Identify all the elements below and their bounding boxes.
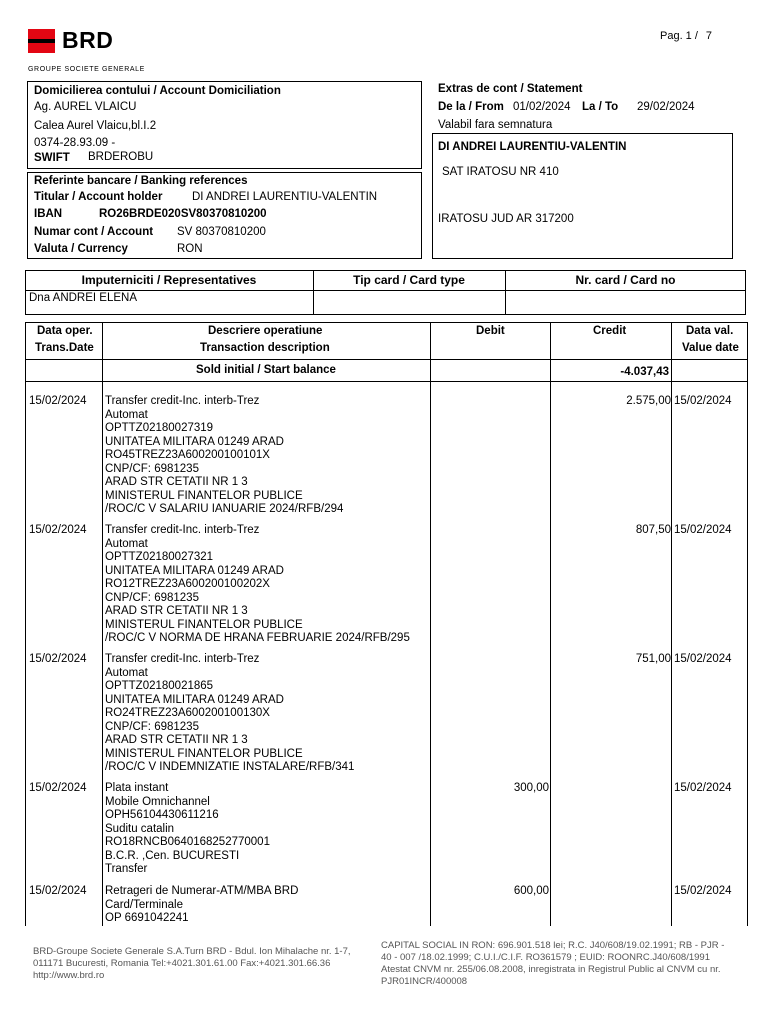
page-number	[660, 30, 712, 42]
tx-date: 15/02/2024	[29, 524, 87, 536]
brand-tagline: GROUPE SOCIETE GENERALE	[28, 66, 145, 73]
footer-legal-info: CAPITAL SOCIAL IN RON: 696.901.518 lei; R.C. J40/608/19.02.1991; RB - PJR - 40 - 007 /18.02.1999; C.U.I./C.I.F. RO361579 ; EUID: ROONRC.J40/608/1991 Atestat CNVM nr. 255/06.08.2008, inregistrata in Registrul Public al CNVM cu nr. PJR01INCR/400008	[381, 940, 725, 987]
tx-value-date: 15/02/2024	[674, 524, 732, 536]
client-address-line2: IRATOSU JUD AR 317200	[438, 213, 574, 225]
branch-phone: 0374-28.93.09 -	[34, 137, 116, 149]
tx-description: Plata instant Mobile Omnichannel OPH56104430611216 Suditu catalin RO18RNCB0640168252770001 B.C.R. ,Cen. BUCURESTI Transfer	[105, 782, 270, 875]
representative-name: Dna ANDREI ELENA	[29, 292, 138, 304]
banking-title: Referinte bancare / Banking references	[34, 175, 248, 187]
branch-name: Ag. AUREL VLAICU	[34, 101, 137, 113]
holder-label: Titular / Account holder	[34, 191, 163, 203]
tx-description: Transfer credit-Inc. interb-Trez Automat OPTTZ02180027319 UNITATEA MILITARA 01249 ARAD RO45TREZ23A600200100101X CNP/CF: 6981235 ARAD STR CETATII NR 1 3 MINISTERUL FINANTELOR PUBLICE /ROC/C V SALARIU IANUARIE 2024/RFB/294	[105, 395, 344, 515]
swift-value: BRDEROBU	[88, 151, 154, 163]
header-description-en: Transaction description	[200, 342, 330, 354]
tx-value-date: 15/02/2024	[674, 395, 732, 407]
account-value: SV 80370810200	[177, 226, 266, 238]
page-label: Pag. 1 /	[660, 30, 698, 42]
header-value-date: Value date	[682, 342, 739, 354]
start-balance-value: -4.037,43	[620, 366, 669, 378]
representatives-header: Imputerniciti / Representatives	[81, 273, 257, 287]
currency-label: Valuta / Currency	[34, 243, 128, 255]
tx-date: 15/02/2024	[29, 395, 87, 407]
client-name: DI ANDREI LAURENTIU-VALENTIN	[438, 141, 627, 153]
iban-value: RO26BRDE020SV80370810200	[99, 208, 267, 220]
tx-date: 15/02/2024	[29, 653, 87, 665]
tx-credit: 751,00	[635, 653, 671, 665]
tx-debit: 600,00	[513, 885, 549, 897]
card-number-header: Nr. card / Card no	[575, 273, 676, 287]
to-label: La / To	[582, 101, 619, 113]
header-debit: Debit	[476, 325, 505, 337]
tx-debit: 300,00	[513, 782, 549, 794]
account-label: Numar cont / Account	[34, 226, 154, 238]
brd-logo-text: BRD	[62, 27, 114, 53]
tx-value-date: 15/02/2024	[674, 653, 732, 665]
tx-description: Retrageri de Numerar-ATM/MBA BRD Card/Terminale OP 6691042241	[105, 885, 299, 924]
domiciliation-title: Domicilierea contului / Account Domiciliation	[34, 85, 281, 97]
from-value: 01/02/2024	[513, 101, 571, 113]
brd-logo-mark	[28, 29, 55, 53]
statement-title: Extras de cont / Statement	[438, 83, 583, 95]
header-description-ro: Descriere operatiune	[208, 325, 323, 337]
to-value: 29/02/2024	[637, 101, 695, 113]
currency-value: RON	[177, 243, 203, 255]
card-type-header: Tip card / Card type	[353, 273, 465, 287]
tx-value-date: 15/02/2024	[674, 885, 732, 897]
header-data-val: Data val.	[686, 325, 734, 337]
footer-bank-address: BRD-Groupe Societe Generale S.A.Turn BRD - Bdul. Ion Mihalache nr. 1-7, 011171 Bucuresti, Romania Tel:+4021.301.61.00 Fax:+4021.301.66.36 http://www.brd.ro	[33, 946, 351, 981]
tx-credit: 2.575,00	[626, 395, 671, 407]
tx-description: Transfer credit-Inc. interb-Trez Automat OPTTZ02180021865 UNITATEA MILITARA 01249 ARAD RO24TREZ23A600200100130X CNP/CF: 6981235 ARAD STR CETATII NR 1 3 MINISTERUL FINANTELOR PUBLICE /ROC/C V INDEMNIZATIE INSTALARE/RFB/341	[105, 653, 355, 773]
header-date-oper: Data oper.	[37, 325, 93, 337]
validity-note: Valabil fara semnatura	[438, 119, 553, 131]
branch-address: Calea Aurel Vlaicu,bl.I.2	[34, 120, 157, 132]
client-address-line1: SAT IRATOSU NR 410	[442, 166, 559, 178]
iban-label: IBAN	[34, 208, 63, 220]
header-credit: Credit	[593, 325, 627, 337]
header-trans-date: Trans.Date	[35, 342, 94, 354]
tx-value-date: 15/02/2024	[674, 782, 732, 794]
holder-value: DI ANDREI LAURENTIU-VALENTIN	[192, 191, 378, 203]
start-balance-label: Sold initial / Start balance	[196, 364, 336, 376]
tx-date: 15/02/2024	[29, 782, 87, 794]
tx-description: Transfer credit-Inc. interb-Trez Automat OPTTZ02180027321 UNITATEA MILITARA 01249 ARAD RO12TREZ23A600200100202X CNP/CF: 6981235 ARAD STR CETATII NR 1 3 MINISTERUL FINANTELOR PUBLICE /ROC/C V NORMA DE HRANA FEBRUARIE 2024/RFB/295	[105, 524, 410, 644]
tx-date: 15/02/2024	[29, 885, 87, 897]
page-total: 7	[705, 30, 713, 42]
swift-label: SWIFT	[34, 152, 70, 164]
from-label: De la / From	[438, 101, 504, 113]
tx-credit: 807,50	[635, 524, 671, 536]
